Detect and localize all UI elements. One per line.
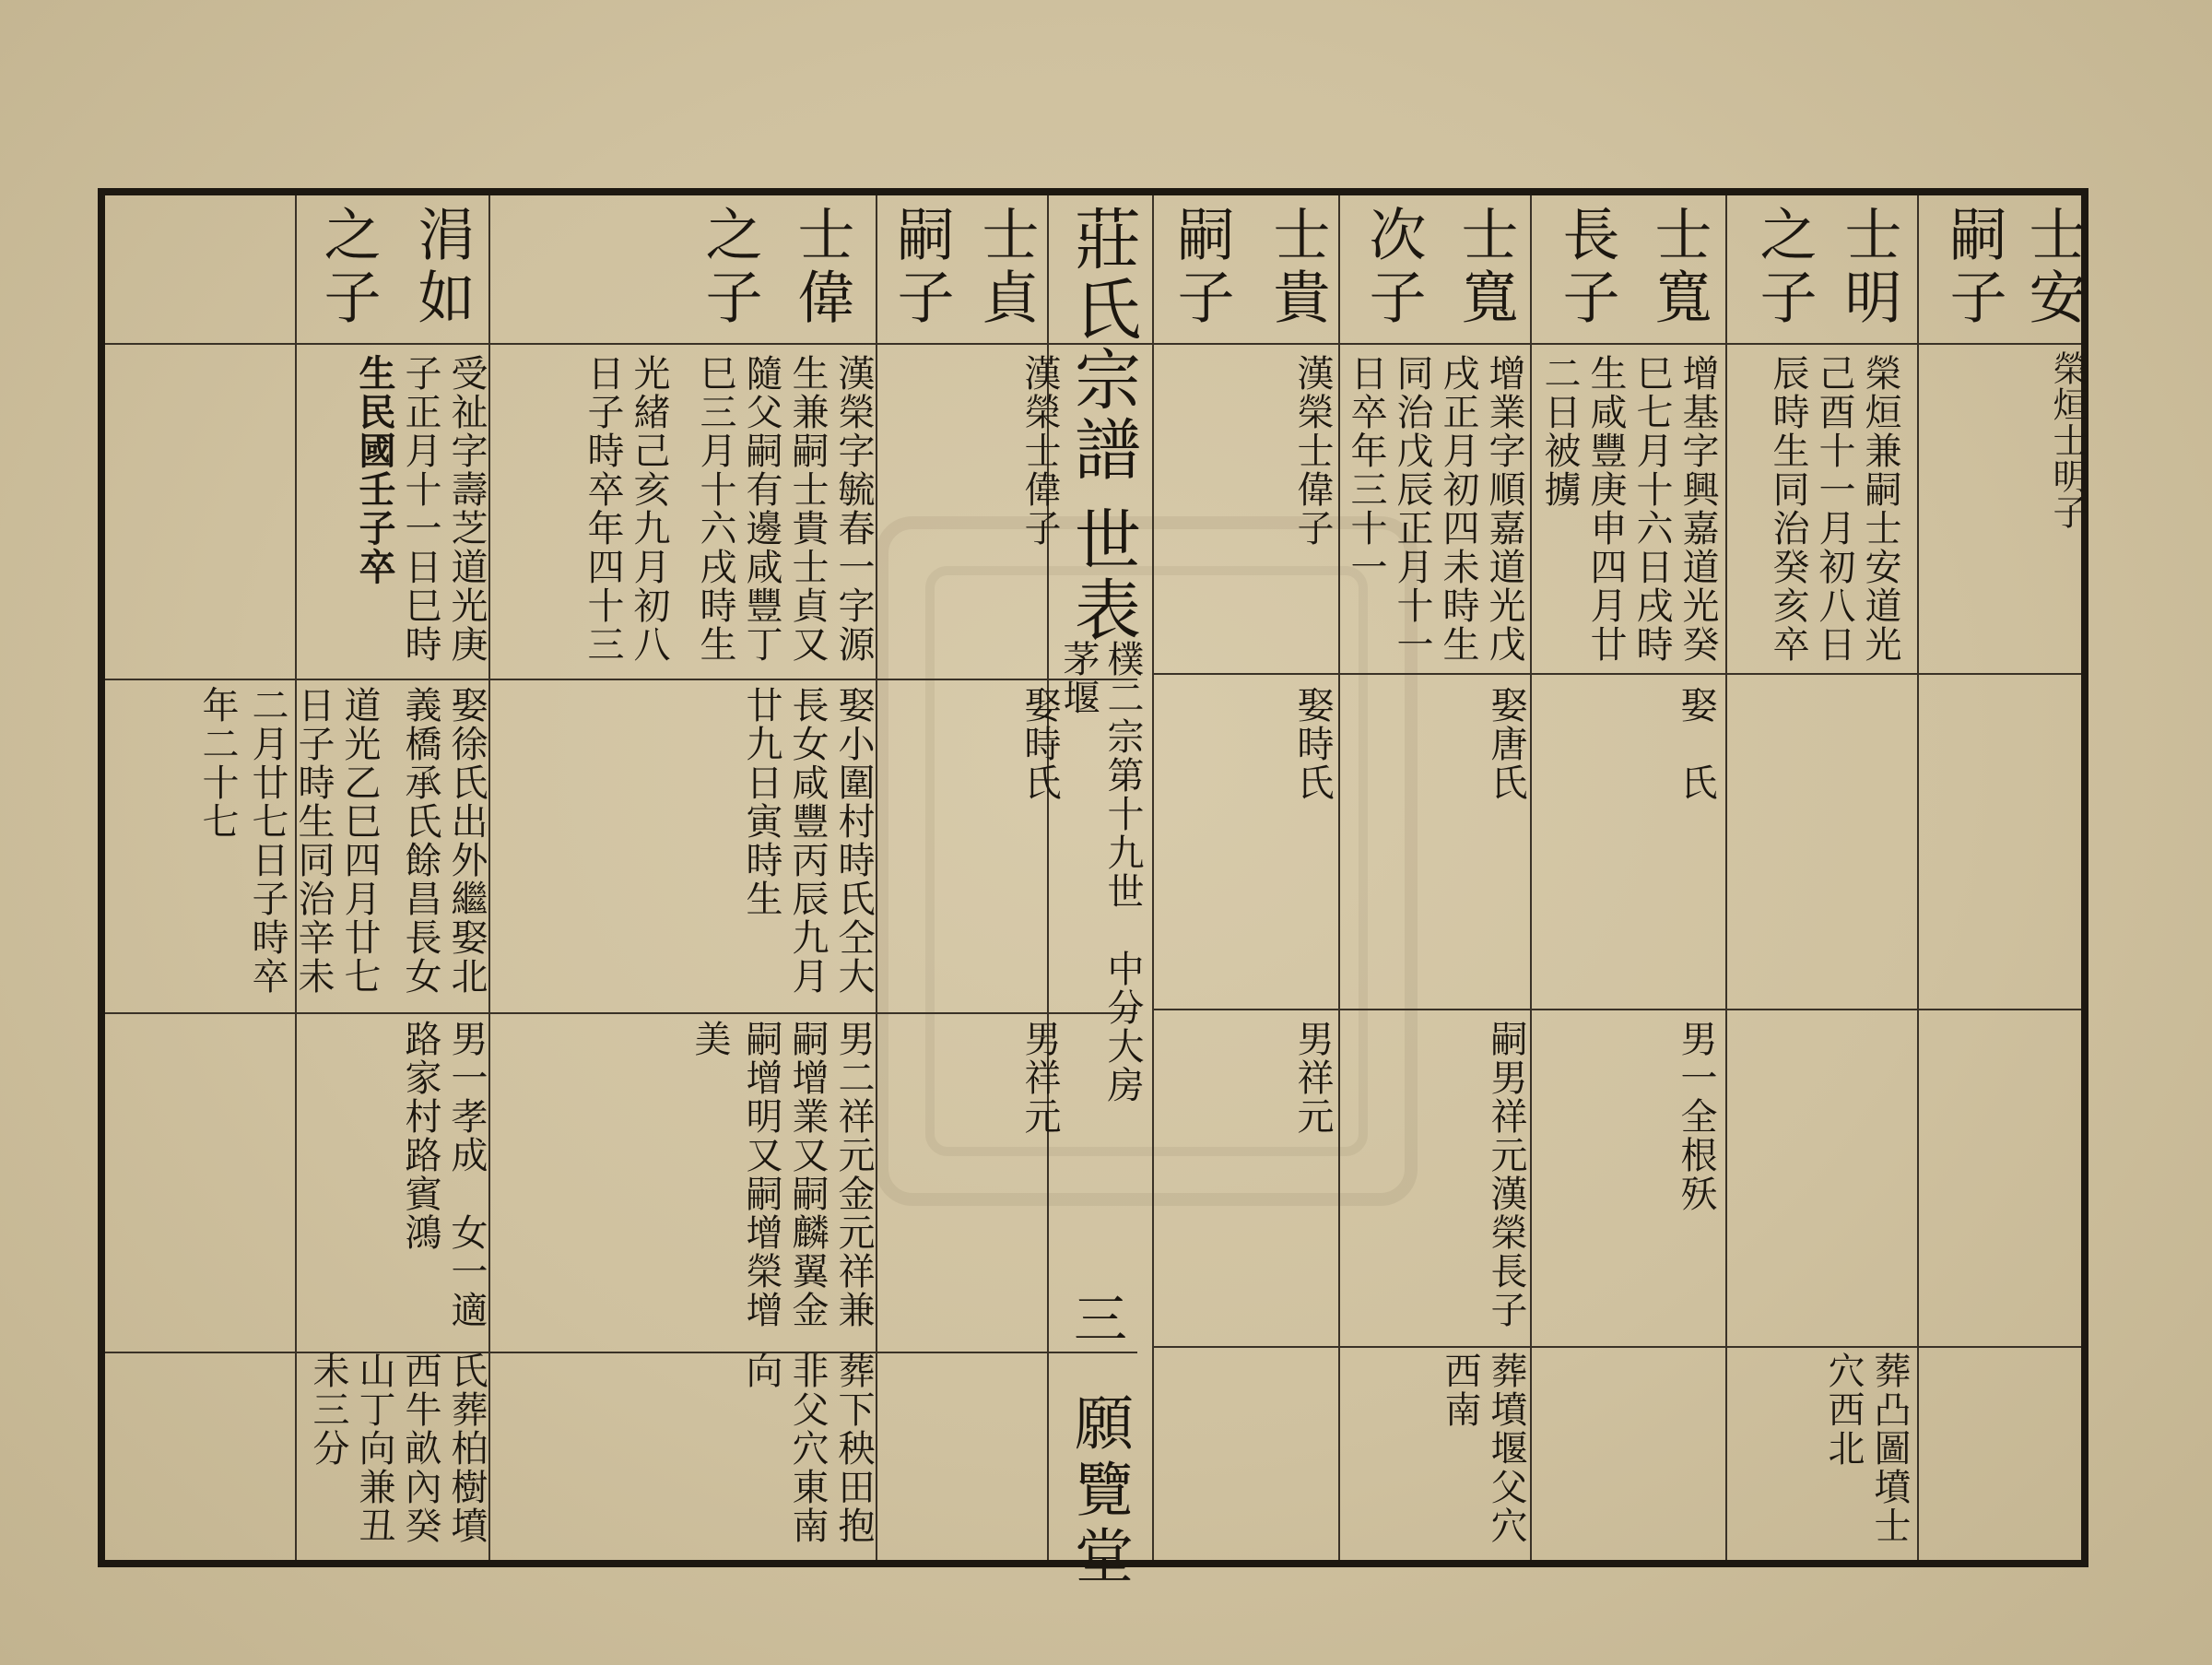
entry-description: 漢榮字毓春一字源 — [832, 354, 875, 664]
entry-spouse: 娶徐氏出外繼娶北 — [445, 686, 488, 996]
entry-description: 日卒年三十一 — [1345, 354, 1387, 586]
entry-burial: 氏葬柏樹墳 — [445, 1352, 488, 1545]
entry-description: 巳七月十六日戌時 — [1630, 354, 1673, 664]
rule-row-2-right — [1152, 1009, 2081, 1010]
entry-issue: 嗣男祥元漢榮長子 — [1485, 1020, 1527, 1329]
section-title: 世表 — [1064, 505, 1141, 645]
entry-description: 生咸豐庚申四月廿 — [1584, 354, 1627, 664]
entry-spouse: 娶唐氏 — [1485, 686, 1527, 802]
entry-burial: 葬凸圖墳士 — [1868, 1352, 1911, 1545]
entry-description: 己酉十一月初八日 — [1813, 354, 1855, 664]
entry-description: 生兼嗣士貴士貞又 — [786, 354, 829, 664]
entry-heading: 士貴 — [1264, 205, 1331, 330]
entry-spouse: 娶時氏 — [1291, 686, 1334, 802]
place-name: 茅堰 — [1057, 640, 1100, 717]
entry-spouse: 二月廿七日子時卒 — [246, 686, 288, 996]
entry-description: 隨父嗣有邊咸豐丁 — [740, 354, 782, 664]
entry-description: 增基字興嘉道光癸 — [1677, 354, 1719, 664]
entry-issue: 男一全根殀 — [1675, 1020, 1717, 1213]
rule-row-3 — [105, 1352, 1137, 1353]
entry-description: 增業字順嘉道光戊 — [1483, 354, 1525, 664]
entry-spouse: 娶小圍村時氏仝大 — [832, 686, 875, 996]
entry-description: 漢榮士偉子 — [1018, 354, 1061, 548]
entry-heading: 士貞 — [972, 205, 1040, 330]
col-divider — [1917, 195, 1919, 1560]
entry-description: 戌正月初四未時生 — [1437, 354, 1479, 664]
entry-heading: 士寬 — [1452, 205, 1519, 330]
entry-burial: 穴西北 — [1822, 1352, 1865, 1468]
entry-issue: 美 — [688, 1020, 731, 1058]
entry-description: 二日被擄 — [1538, 354, 1581, 509]
entry-burial: 西牛畝內癸 — [399, 1352, 441, 1545]
rule-row-1 — [105, 679, 1137, 680]
entry-spouse: 廿九日寅時生 — [740, 686, 782, 918]
entry-issue: 路家村路賓鴻 — [399, 1020, 441, 1252]
entry-spouse: 長女咸豐丙辰九月 — [786, 686, 829, 996]
entry-issue: 男祥元 — [1291, 1020, 1334, 1136]
entry-description: 巳三月十六戌時生 — [694, 354, 736, 664]
entry-burial: 山丁向兼丑 — [353, 1352, 395, 1545]
entry-heading: 士偉 — [788, 205, 855, 330]
rule-row-3-right — [1152, 1346, 2081, 1348]
genealogy-title: 莊氏宗譜 — [1064, 205, 1141, 485]
entry-description: 榮烜兼嗣士安道光 — [1859, 354, 1901, 664]
col-divider — [488, 195, 490, 1560]
entry-heading: 之子 — [1750, 205, 1818, 330]
col-divider — [1338, 195, 1340, 1560]
entry-description: 同治戊辰正月十一 — [1391, 354, 1433, 664]
entry-description: 日子時卒年四十三 — [582, 354, 624, 664]
entry-heading: 之子 — [314, 205, 382, 330]
entry-spouse: 義橋承氏餘昌長女 — [399, 686, 441, 996]
entry-description: 生民國壬子卒 — [353, 354, 396, 586]
entry-description: 榮烜士明子 — [2047, 350, 2088, 530]
entry-heading: 涓如 — [408, 205, 476, 330]
entry-burial: 葬墳堰父穴 — [1485, 1352, 1527, 1545]
hall-name: 願覽堂 — [1065, 1392, 1133, 1591]
entry-spouse: 年二十七 — [196, 686, 239, 841]
spine-divider-right — [1152, 195, 1154, 1560]
entry-burial: 西南 — [1439, 1352, 1481, 1429]
entry-spouse: 日子時生同治辛未 — [292, 686, 335, 996]
entry-heading: 嗣子 — [1168, 205, 1235, 330]
entry-spouse: 道光乙巳四月廿七 — [338, 686, 381, 996]
rule-row-1-right — [1152, 673, 2081, 675]
entry-heading: 次子 — [1359, 205, 1427, 330]
entry-burial: 向 — [740, 1352, 782, 1390]
entry-description: 漢榮士偉子 — [1291, 354, 1334, 548]
col-divider — [1725, 195, 1727, 1560]
page-number: 三 — [1065, 1291, 1127, 1344]
entry-burial: 葬下秧田抱 — [832, 1352, 875, 1545]
entry-issue: 嗣增業又嗣麟翼金 — [786, 1020, 829, 1329]
entry-heading: 嗣子 — [888, 205, 955, 330]
col-divider — [876, 195, 877, 1560]
entry-spouse: 娶 氏 — [1675, 686, 1717, 802]
entry-issue: 男一孝成 女一適 — [445, 1020, 488, 1329]
entry-description: 光緒己亥九月初八 — [628, 354, 670, 664]
entry-description: 辰時生同治癸亥卒 — [1767, 354, 1809, 664]
entry-issue: 男二祥元金元祥兼 — [832, 1020, 875, 1329]
entry-heading: 士安 — [2019, 205, 2087, 330]
entry-issue: 嗣增明又嗣增榮增 — [740, 1020, 782, 1329]
entry-description: 受祉字壽芝道光庚 — [445, 354, 488, 664]
entry-description: 子正月十一日巳時 — [399, 354, 441, 664]
entry-heading: 之子 — [696, 205, 763, 330]
entry-heading: 嗣子 — [1940, 205, 2007, 330]
col-divider — [1530, 195, 1532, 1560]
entry-issue: 男祥元 — [1018, 1020, 1061, 1136]
entry-spouse: 娶時氏 — [1018, 686, 1061, 802]
rule-row-2 — [105, 1012, 1137, 1014]
branch-subtitle: 樸二宗第十九世 中分大房 — [1101, 640, 1144, 1104]
entry-heading: 長子 — [1553, 205, 1620, 330]
entry-heading: 士寬 — [1645, 205, 1712, 330]
entry-burial: 未三分 — [307, 1352, 349, 1468]
entry-heading: 士明 — [1835, 205, 1902, 330]
entry-burial: 非父穴東南 — [786, 1352, 829, 1545]
